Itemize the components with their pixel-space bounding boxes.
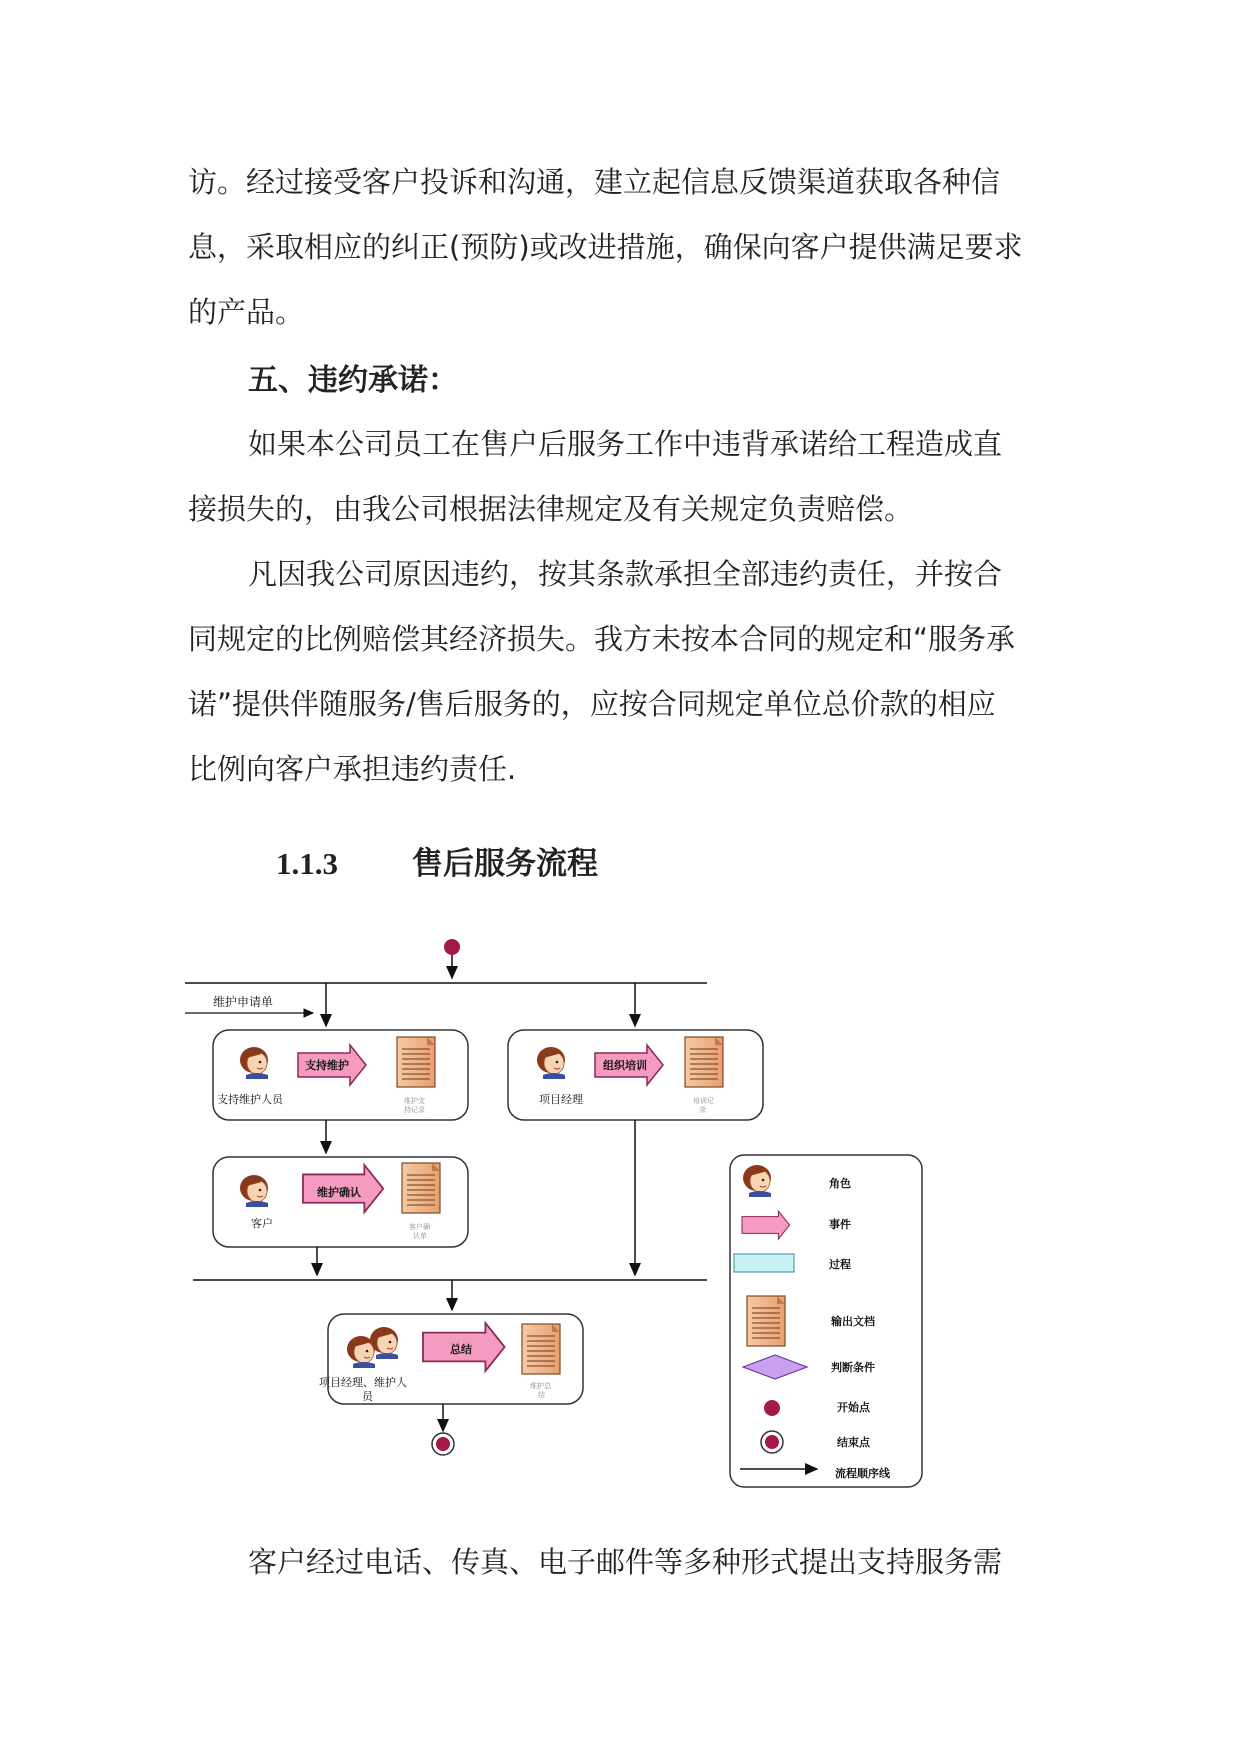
role-label: 支持维护人员 <box>217 1093 283 1106</box>
doc-label: 培训记 <box>693 1097 714 1105</box>
paragraph-feedback <box>188 150 1068 345</box>
text-line: 客户经过电话、传真、电子邮件等多种形式提出支持服务需 <box>248 1545 1003 1579</box>
role-label: 项目经理 <box>539 1093 583 1106</box>
doc-label: 维护总 <box>530 1382 551 1390</box>
legend-start-label: 开始点 <box>837 1401 870 1414</box>
doc-label: 结 <box>538 1391 545 1399</box>
doc-label: 认单 <box>413 1232 427 1240</box>
service-flow-diagram <box>185 925 945 1505</box>
legend-decision-label: 判断条件 <box>831 1361 875 1374</box>
process-box-training <box>508 1030 763 1120</box>
text-line: 比例向客户承担违约责任. <box>188 752 517 786</box>
legend-doc-label: 输出文档 <box>831 1315 875 1328</box>
paragraph-request <box>188 1530 1068 1595</box>
start-point-icon <box>444 939 460 955</box>
text-line: 接损失的，由我公司根据法律规定及有关规定负责赔偿。 <box>188 492 914 526</box>
paragraph-liability <box>188 412 1068 542</box>
subheading <box>276 838 598 883</box>
text-line: 凡因我公司原因违约，按其条款承担全部违约责任，并按合 <box>248 557 1003 591</box>
legend-event-label: 事件 <box>829 1218 851 1231</box>
text-line: 访。经过接受客户投诉和沟通，建立起信息反馈渠道获取各种信 <box>188 165 1001 199</box>
doc-label: 客户确 <box>409 1223 430 1231</box>
doc-label: 持记录 <box>404 1106 425 1114</box>
event-label: 总结 <box>450 1343 472 1356</box>
text-line: 如果本公司员工在售户后服务工作中违背承诺给工程造成直 <box>248 427 1003 461</box>
subheading-number: 1.1.3 <box>276 846 338 881</box>
subheading-title: 售后服务流程 <box>412 846 598 882</box>
legend-end-icon <box>765 1435 779 1449</box>
role-label: 员 <box>362 1390 373 1403</box>
role-label: 项目经理、维护人 <box>319 1376 407 1389</box>
legend-process-label: 过程 <box>829 1258 851 1271</box>
text-line: 的产品。 <box>188 295 305 329</box>
paragraph-breach <box>188 542 1068 802</box>
legend-box <box>730 1155 922 1487</box>
section-title: 五、违约承诺： <box>248 363 458 398</box>
text-line: 同规定的比例赔偿其经济损失。我方未按本合同的规定和“服务承 <box>188 622 1016 656</box>
input-label: 维护申请单 <box>213 995 274 1009</box>
process-box-summary <box>319 1314 583 1404</box>
process-box-confirm <box>213 1157 468 1247</box>
legend-role-label: 角色 <box>829 1177 851 1190</box>
end-point-icon <box>432 1433 454 1455</box>
doc-label: 录 <box>699 1106 706 1114</box>
process-box-support <box>213 1030 468 1120</box>
legend-end-label: 结束点 <box>837 1436 870 1449</box>
event-label: 组织培训 <box>603 1059 647 1072</box>
legend-process-icon <box>734 1254 794 1272</box>
text-line: 诺”提供伴随服务/售后服务的，应按合同规定单位总价款的相应 <box>188 687 996 721</box>
event-label: 支持维护 <box>305 1059 349 1072</box>
legend-start-icon <box>764 1400 780 1416</box>
role-label: 客户 <box>251 1217 273 1230</box>
doc-label: 维护支 <box>404 1097 425 1105</box>
legend-sequence-label: 流程顺序线 <box>835 1467 890 1480</box>
text-line: 息，采取相应的纠正(预防)或改进措施，确保向客户提供满足要求 <box>188 230 1023 264</box>
event-label: 维护确认 <box>317 1186 361 1199</box>
